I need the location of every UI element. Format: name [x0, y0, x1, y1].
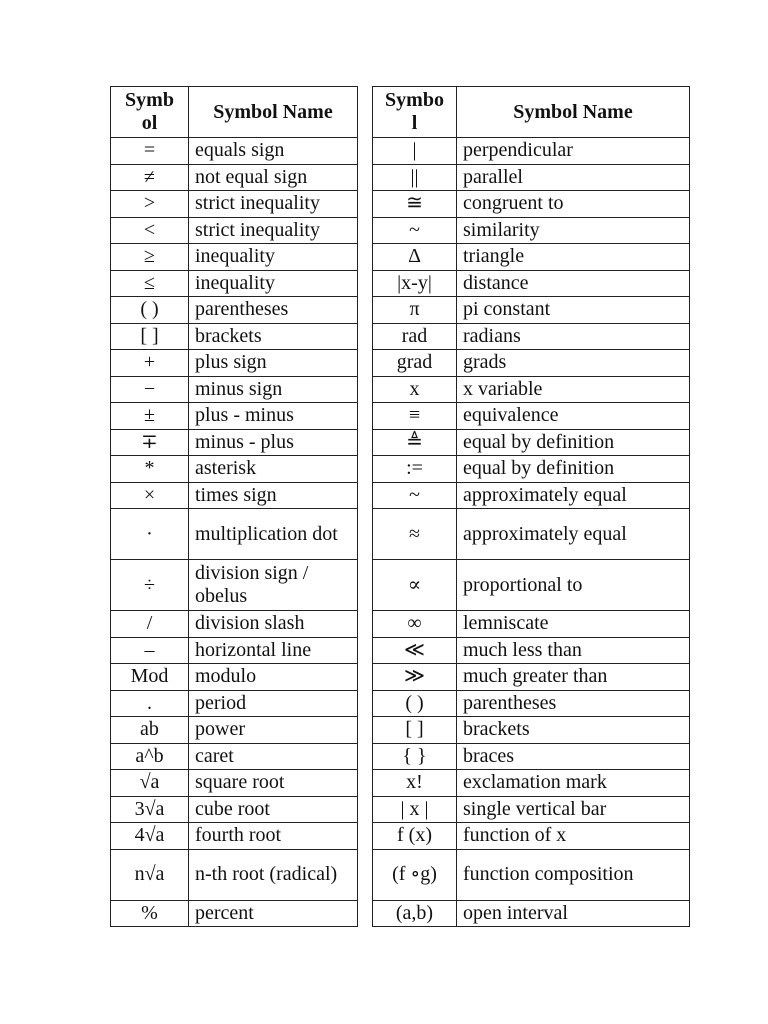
table-row	[111, 403, 358, 430]
table-row	[373, 900, 690, 927]
symbol-cell: ( )	[373, 690, 457, 717]
table-row	[373, 191, 690, 218]
symbol-cell: .	[111, 690, 189, 717]
symbol-name-cell: exclamation mark	[457, 770, 690, 797]
table-row	[111, 823, 358, 850]
symbol-cell: ∝	[373, 560, 457, 611]
table-row	[373, 429, 690, 456]
symbol-cell: ( )	[111, 297, 189, 324]
symbol-cell: −	[111, 376, 189, 403]
symbol-name-cell: function composition	[457, 849, 690, 900]
symbol-name-cell: congruent to	[457, 191, 690, 218]
symbol-cell: ||	[373, 164, 457, 191]
symbol-cell: ~	[373, 482, 457, 509]
table-row	[111, 482, 358, 509]
symbol-cell: (a,b)	[373, 900, 457, 927]
table-row	[373, 509, 690, 560]
symbol-name-cell: equals sign	[189, 138, 358, 165]
symbol-cell: f (x)	[373, 823, 457, 850]
symbol-name-cell: minus - plus	[189, 429, 358, 456]
symbol-cell: |x-y|	[373, 270, 457, 297]
symbol-cell: ≤	[111, 270, 189, 297]
symbol-cell: :=	[373, 456, 457, 483]
table-body-left	[111, 138, 358, 927]
symbol-name-cell: parentheses	[457, 690, 690, 717]
symbol-name-cell: modulo	[189, 664, 358, 691]
table-row	[373, 664, 690, 691]
symbol-cell: √a	[111, 770, 189, 797]
header-symbol-name: Symbol Name	[189, 87, 358, 138]
symbol-cell: /	[111, 611, 189, 638]
table-row	[373, 164, 690, 191]
symbol-name-cell: horizontal line	[189, 637, 358, 664]
symbol-name-cell: division slash	[189, 611, 358, 638]
symbol-name-cell: plus sign	[189, 350, 358, 377]
symbol-cell: ∓	[111, 429, 189, 456]
symbol-name-cell: parallel	[457, 164, 690, 191]
table-row	[111, 217, 358, 244]
symbol-table-left	[110, 86, 358, 927]
table-row	[111, 664, 358, 691]
symbol-cell: ~	[373, 217, 457, 244]
header-symbol: Symbo l	[373, 87, 457, 138]
symbol-name-cell: caret	[189, 743, 358, 770]
symbol-name-cell: triangle	[457, 244, 690, 271]
table-row	[111, 509, 358, 560]
table-row	[373, 217, 690, 244]
symbol-name-cell: strict inequality	[189, 217, 358, 244]
table-row	[111, 690, 358, 717]
symbol-cell: rad	[373, 323, 457, 350]
symbol-cell: a^b	[111, 743, 189, 770]
table-row	[373, 770, 690, 797]
symbol-cell: 4√a	[111, 823, 189, 850]
table-row	[373, 637, 690, 664]
symbol-name-cell: plus - minus	[189, 403, 358, 430]
table-row	[111, 717, 358, 744]
table-row	[111, 849, 358, 900]
table-row	[111, 429, 358, 456]
header-symbol-name: Symbol Name	[457, 87, 690, 138]
symbol-name-cell: not equal sign	[189, 164, 358, 191]
symbol-cell: ±	[111, 403, 189, 430]
symbol-name-cell: power	[189, 717, 358, 744]
table-row	[373, 823, 690, 850]
table-row	[111, 611, 358, 638]
table-row	[373, 690, 690, 717]
symbol-name-cell: strict inequality	[189, 191, 358, 218]
symbol-name-cell: equal by definition	[457, 456, 690, 483]
symbol-cell: ≪	[373, 637, 457, 664]
symbol-name-cell: period	[189, 690, 358, 717]
table-row	[373, 323, 690, 350]
symbol-cell: ≈	[373, 509, 457, 560]
table-body-right	[373, 138, 690, 927]
symbol-name-cell: minus sign	[189, 376, 358, 403]
symbol-cell: [ ]	[111, 323, 189, 350]
table-row	[373, 717, 690, 744]
symbol-name-cell: function of x	[457, 823, 690, 850]
symbol-cell: x	[373, 376, 457, 403]
table-row	[373, 456, 690, 483]
symbol-cell: +	[111, 350, 189, 377]
symbol-name-cell: grads	[457, 350, 690, 377]
symbol-name-cell: pi constant	[457, 297, 690, 324]
table-row	[111, 456, 358, 483]
table-row	[111, 560, 358, 611]
table-row	[111, 376, 358, 403]
symbol-name-cell: brackets	[189, 323, 358, 350]
table-row	[373, 138, 690, 165]
symbol-name-cell: equivalence	[457, 403, 690, 430]
symbol-name-cell: approximately equal	[457, 509, 690, 560]
symbol-name-cell: times sign	[189, 482, 358, 509]
symbol-cell: ≠	[111, 164, 189, 191]
table-row	[373, 270, 690, 297]
table-row	[373, 403, 690, 430]
table-row	[373, 297, 690, 324]
symbol-cell: <	[111, 217, 189, 244]
table-row	[373, 376, 690, 403]
symbol-name-cell: x variable	[457, 376, 690, 403]
symbol-name-cell: braces	[457, 743, 690, 770]
table-row	[111, 743, 358, 770]
symbol-cell: >	[111, 191, 189, 218]
table-row	[111, 138, 358, 165]
symbol-name-cell: lemniscate	[457, 611, 690, 638]
table-row	[111, 900, 358, 927]
symbol-name-cell: parentheses	[189, 297, 358, 324]
table-row	[111, 244, 358, 271]
table-row	[111, 770, 358, 797]
symbol-cell: ·	[111, 509, 189, 560]
symbol-name-cell: brackets	[457, 717, 690, 744]
symbol-name-cell: multiplication dot	[189, 509, 358, 560]
table-row	[373, 560, 690, 611]
symbol-name-cell: much less than	[457, 637, 690, 664]
table-row	[373, 849, 690, 900]
table-row	[111, 191, 358, 218]
table-row	[111, 297, 358, 324]
symbol-name-cell: much greater than	[457, 664, 690, 691]
symbol-cell: %	[111, 900, 189, 927]
symbol-cell: π	[373, 297, 457, 324]
table-row	[111, 270, 358, 297]
symbol-cell: ab	[111, 717, 189, 744]
table-row	[373, 350, 690, 377]
symbol-name-cell: approximately equal	[457, 482, 690, 509]
symbol-cell: Δ	[373, 244, 457, 271]
table-row	[111, 164, 358, 191]
symbol-name-cell: single vertical bar	[457, 796, 690, 823]
symbol-name-cell: open interval	[457, 900, 690, 927]
symbol-cell: ≅	[373, 191, 457, 218]
table-row	[111, 796, 358, 823]
symbol-cell: ≫	[373, 664, 457, 691]
table-row	[373, 611, 690, 638]
symbol-cell: =	[111, 138, 189, 165]
symbol-cell: { }	[373, 743, 457, 770]
symbol-cell: ÷	[111, 560, 189, 611]
symbol-cell: n√a	[111, 849, 189, 900]
table-row	[373, 743, 690, 770]
symbol-name-cell: inequality	[189, 270, 358, 297]
symbol-cell: ≥	[111, 244, 189, 271]
symbol-cell: ≡	[373, 403, 457, 430]
symbol-cell: –	[111, 637, 189, 664]
table-row	[373, 244, 690, 271]
symbol-cell: | x |	[373, 796, 457, 823]
table-row	[373, 482, 690, 509]
symbol-cell: ×	[111, 482, 189, 509]
table-row	[111, 637, 358, 664]
symbol-name-cell: radians	[457, 323, 690, 350]
symbol-cell: *	[111, 456, 189, 483]
symbol-cell: x!	[373, 770, 457, 797]
symbol-cell: [ ]	[373, 717, 457, 744]
symbol-name-cell: inequality	[189, 244, 358, 271]
symbol-name-cell: equal by definition	[457, 429, 690, 456]
symbol-cell: ≜	[373, 429, 457, 456]
symbol-name-cell: percent	[189, 900, 358, 927]
symbol-name-cell: perpendicular	[457, 138, 690, 165]
symbol-cell: grad	[373, 350, 457, 377]
symbol-cell: ∞	[373, 611, 457, 638]
symbol-table-right	[372, 86, 690, 927]
table-row	[373, 796, 690, 823]
symbol-cell: (f ∘g)	[373, 849, 457, 900]
table-row	[111, 323, 358, 350]
symbol-name-cell: cube root	[189, 796, 358, 823]
symbol-cell: 3√a	[111, 796, 189, 823]
symbol-name-cell: similarity	[457, 217, 690, 244]
table-row	[111, 350, 358, 377]
symbol-name-cell: square root	[189, 770, 358, 797]
symbol-name-cell: division sign / obelus	[189, 560, 358, 611]
symbol-cell: |	[373, 138, 457, 165]
symbol-name-cell: asterisk	[189, 456, 358, 483]
symbol-name-cell: distance	[457, 270, 690, 297]
symbol-name-cell: fourth root	[189, 823, 358, 850]
symbol-cell: Mod	[111, 664, 189, 691]
symbol-name-cell: proportional to	[457, 560, 690, 611]
header-symbol: Symb ol	[111, 87, 189, 138]
symbol-name-cell: n-th root (radical)	[189, 849, 358, 900]
